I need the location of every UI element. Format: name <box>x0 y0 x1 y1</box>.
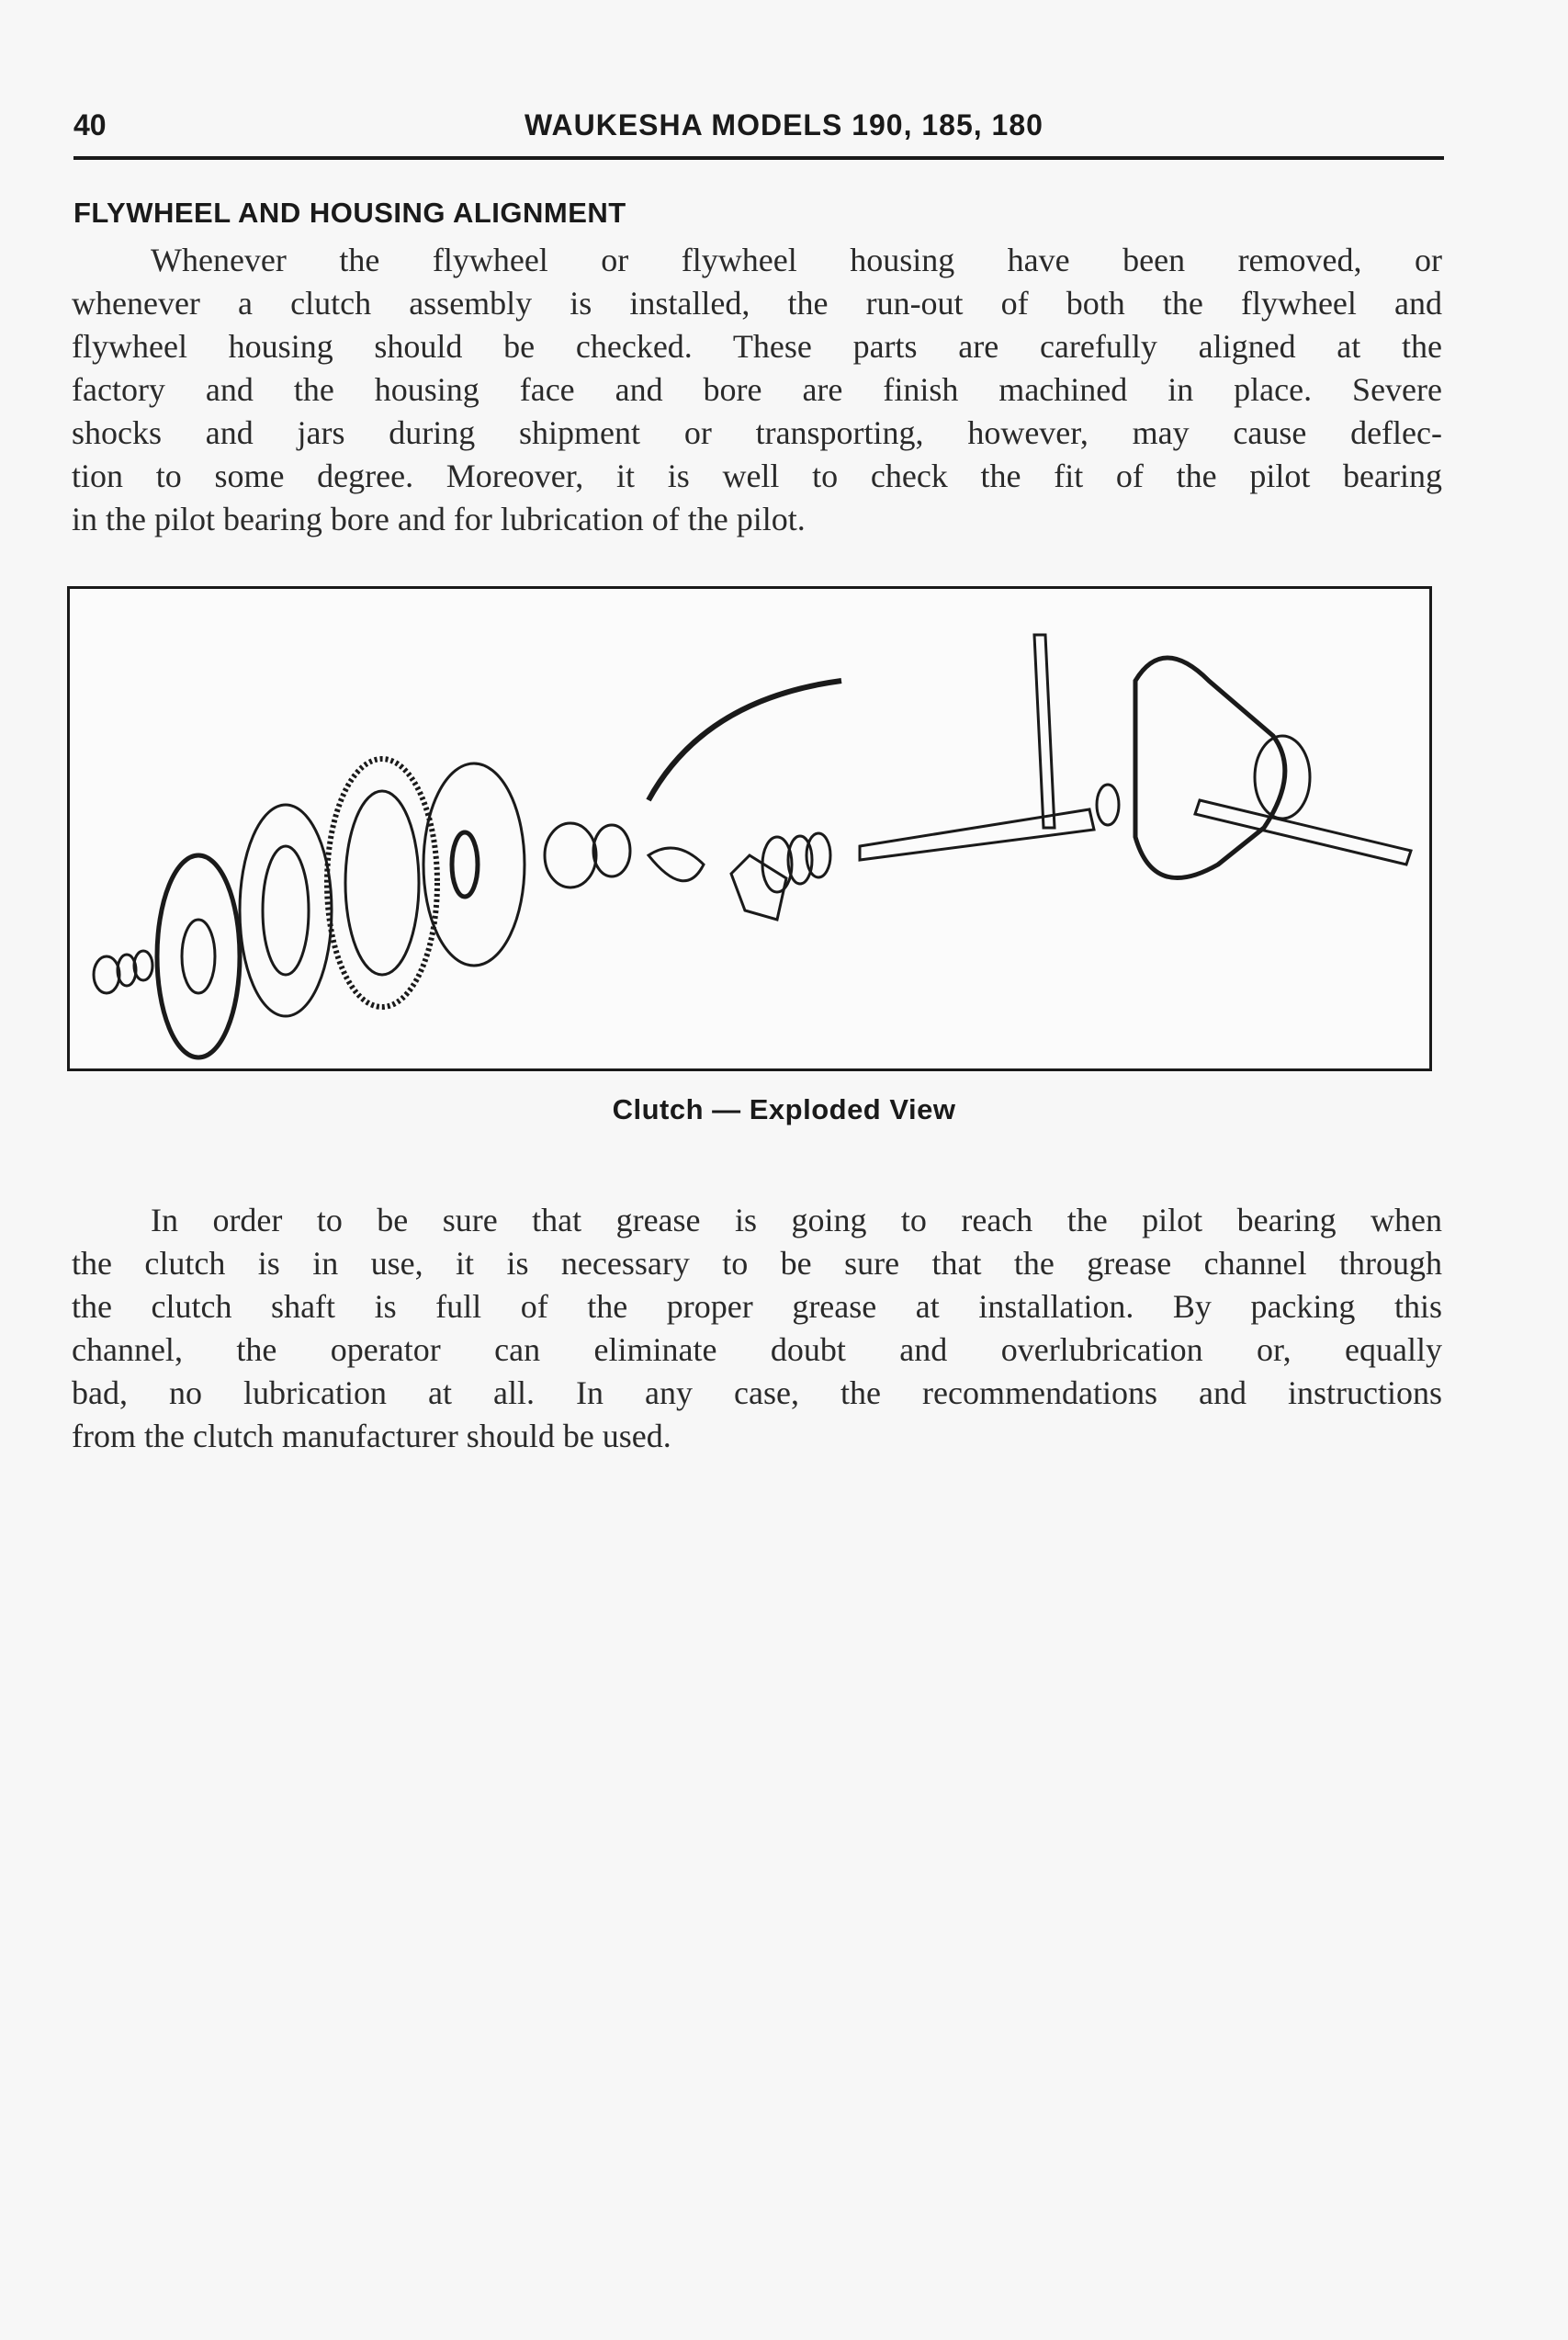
text-line: in the pilot bearing bore and for lubrication of the pilot. <box>72 501 806 537</box>
text-line: factory and the housing face and bore are finish machined in place. Severe <box>72 371 1442 408</box>
text-line: Whenever the flywheel or flywheel housing have been removed, or <box>151 242 1442 278</box>
clutch-exploded-illustration <box>70 589 1429 1068</box>
text-line: whenever a clutch assembly is installed, the run-out of both the flywheel and <box>72 285 1442 322</box>
text-line: flywheel housing should be checked. These parts are carefully aligned at the <box>72 328 1442 365</box>
text-line: tion to some degree. Moreover, it is well to check the fit of the pilot bearing <box>72 458 1442 494</box>
paragraph-2 <box>72 1199 1442 1458</box>
text-line: from the clutch manufacturer should be used. <box>72 1418 671 1454</box>
text-line: bad, no lubrication at all. In any case, the recommendations and instructions <box>72 1374 1442 1411</box>
section-heading: FLYWHEEL AND HOUSING ALIGNMENT <box>73 197 626 229</box>
paragraph-1 <box>72 239 1442 541</box>
text-line: the clutch shaft is full of the proper grease at installation. By packing this <box>72 1288 1442 1325</box>
text-line: the clutch is in use, it is necessary to be sure that the grease channel through <box>72 1245 1442 1282</box>
running-title: WAUKESHA MODELS 190, 185, 180 <box>525 108 1043 141</box>
figure-caption: Clutch — Exploded View <box>612 1093 956 1125</box>
page-number: 40 <box>73 108 107 141</box>
text-line: In order to be sure that grease is going to reach the pilot bearing when <box>151 1202 1442 1238</box>
header-rule <box>73 156 1444 160</box>
text-line: channel, the operator can eliminate doubt and overlubrication or, equally <box>72 1331 1442 1368</box>
clutch-exploded-view-figure <box>67 586 1432 1071</box>
text-line: shocks and jars during shipment or transporting, however, may cause deflec- <box>72 414 1442 451</box>
